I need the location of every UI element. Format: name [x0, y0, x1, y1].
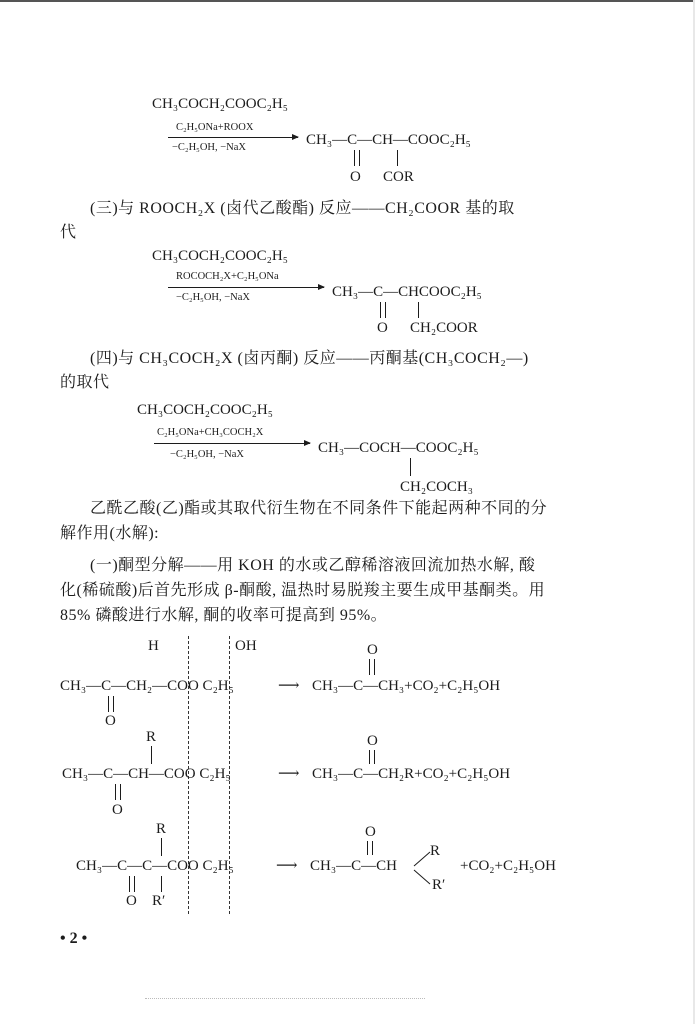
substituent-formula: CH₂COCH₃: [400, 479, 473, 495]
product-double-bond: [369, 750, 375, 764]
page-top-rule: [0, 0, 695, 2]
substituent-R-prime: R′: [152, 893, 166, 909]
product-formula: CH₃—C—CH—COOC₂H₅: [306, 132, 471, 148]
reaction-arrow: [168, 287, 324, 288]
product-double-bond: [369, 659, 375, 675]
section-heading: (三)与 ROOCH₂X (卤代乙酸酯) 反应——CH₂COOR 基的取: [90, 200, 515, 217]
paragraph-intro-line1: 乙酰乙酸(乙)酯或其取代衍生物在不同条件下能起两种不同的分: [90, 500, 548, 517]
branch-bond: [418, 302, 419, 318]
product-formula: CH₃—C—CH₃+CO₂+C₂H₅OH: [312, 678, 501, 694]
substituent-formula: CH₂COOR: [410, 320, 478, 336]
reagent-top: ROCOCH₂X+C₂H₅ONa: [176, 271, 279, 282]
paragraph-intro-line2: 解作用(水解):: [60, 525, 160, 542]
carbonyl-oxygen: O: [126, 893, 137, 909]
branch-bond-lower: [414, 870, 430, 884]
hydroxyl-label: OH: [235, 638, 257, 654]
section-heading: (四)与 CH₃COCH₂X (卤丙酮) 反应——丙酮基(CH₃COCH₂—): [90, 350, 529, 367]
reaction-arrow: ⟶: [278, 766, 300, 782]
carbonyl-oxygen: O: [377, 320, 388, 336]
substituent-R: R: [156, 821, 167, 837]
product-formula: CH₃—C—CHCOOC₂H₅: [332, 284, 482, 300]
hydrogen-label: H: [148, 638, 159, 654]
page-number: • 2 •: [60, 930, 88, 947]
paragraph-ketonic-line3: 85% 磷酸进行水解, 酮的收率可提高到 95%。: [60, 607, 388, 624]
product-formula: CH₃—COCH—COOC₂H₅: [318, 440, 479, 456]
bottom-scan-dots: [145, 998, 425, 999]
product-formula: CH₃—C—CH₂R+CO₂+C₂H₅OH: [312, 766, 511, 782]
reagent-top: C₂H₅ONa+CH₃COCH₂X: [157, 427, 264, 438]
product-R-prime: R′: [432, 877, 446, 893]
paragraph-ketonic-line2: 化(稀硫酸)后首先形成 β-酮酸, 温热时易脱羧主要生成甲基酮类。用: [60, 582, 546, 599]
reaction-arrow: ⟶: [278, 678, 300, 694]
carbonyl-oxygen: O: [112, 802, 123, 818]
branch-bond: [410, 458, 411, 476]
branch-bond: [397, 150, 398, 166]
reaction-arrow: ⟶: [276, 858, 298, 874]
substituent-formula: COR: [383, 169, 414, 185]
substituent-bond-top: [161, 838, 162, 856]
reactant-formula: CH₃COCH₂COOC₂H₅: [152, 248, 288, 264]
product-formula: CH₃—C—CH: [310, 858, 397, 874]
reagent-bottom: −C₂H₅OH, −NaX: [170, 449, 244, 460]
ester-formula: CH₃—C—C—COO C₂H₅: [76, 858, 234, 874]
product-double-bond: [367, 841, 373, 855]
product-carbonyl-oxygen: O: [367, 642, 378, 658]
product-byproducts: +CO₂+C₂H₅OH: [460, 858, 556, 874]
carbonyl-double-bond: [129, 876, 135, 892]
carbonyl-double-bond: [115, 784, 121, 800]
reagent-top: C₂H₅ONa+ROOX: [176, 122, 254, 133]
product-R: R: [430, 843, 441, 859]
reaction-arrow: [154, 443, 310, 444]
carbonyl-oxygen: O: [350, 169, 361, 185]
carbonyl-oxygen: O: [105, 713, 116, 729]
carbonyl-double-bond: [380, 302, 386, 318]
reagent-bottom: −C₂H₅OH, −NaX: [172, 142, 246, 153]
paragraph-ketonic-line1: (一)酮型分解——用 KOH 的水或乙醇稀溶液回流加热水解, 酸: [90, 557, 536, 574]
carbonyl-double-bond: [108, 696, 114, 712]
reagent-bottom: −C₂H₅OH, −NaX: [176, 292, 250, 303]
product-carbonyl-oxygen: O: [367, 733, 378, 749]
reactant-formula: CH₃COCH₂COOC₂H₅: [152, 96, 288, 112]
reactant-formula: CH₃COCH₂COOC₂H₅: [137, 402, 273, 418]
substituent-bond-bottom: [161, 876, 162, 892]
section-heading-cont: 的取代: [60, 374, 110, 391]
ester-formula: CH₃—C—CH—COO C₂H₅: [62, 766, 231, 782]
substituent-bond: [151, 746, 152, 764]
substituent-R: R: [146, 729, 157, 745]
carbonyl-double-bond: [354, 150, 360, 166]
ester-formula: CH₃—C—CH₂—COO C₂H₅: [60, 678, 234, 694]
product-carbonyl-oxygen: O: [365, 824, 376, 840]
reaction-arrow: [168, 137, 298, 138]
section-heading-cont: 代: [60, 224, 77, 241]
branch-bond-upper: [414, 852, 430, 866]
